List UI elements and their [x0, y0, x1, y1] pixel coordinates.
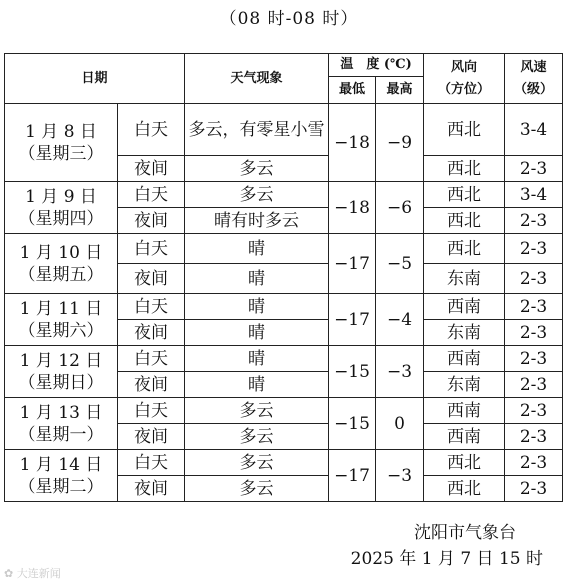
- watermark-text: 大连新闻: [16, 567, 61, 580]
- period-cell: 夜间: [118, 264, 185, 294]
- wind-dir-cell: 西南: [424, 398, 505, 424]
- wind-speed-cell: 3-4: [505, 104, 563, 156]
- weather-cell: 多云，有零星小雪: [185, 104, 329, 156]
- wind-dir-cell: 西南: [424, 424, 505, 450]
- date-cell: [5, 294, 118, 346]
- wind-speed-cell: 2-3: [505, 264, 563, 294]
- wind-speed-cell: 2-3: [505, 156, 563, 182]
- issuer: 沈阳市气象台: [414, 523, 516, 543]
- date-text: 1 月 10 日: [19, 242, 103, 263]
- high-temp-cell: 0: [376, 398, 424, 450]
- period-cell: 夜间: [118, 372, 185, 398]
- date-cell: [5, 398, 118, 450]
- high-temp-cell: −3: [376, 346, 424, 398]
- table-row: [5, 398, 563, 424]
- high-temp-cell: −5: [376, 234, 424, 294]
- weather-cell: 多云: [185, 398, 329, 424]
- period-cell: 夜间: [118, 476, 185, 502]
- watermark-logo: ✿ 大连新闻: [4, 567, 61, 580]
- wind-speed-cell: 2-3: [505, 476, 563, 502]
- wind-dir-cell: 西南: [424, 346, 505, 372]
- low-temp-cell: −18: [329, 182, 376, 234]
- wind-dir-cell: 西北: [424, 182, 505, 208]
- header-date: 日期: [5, 54, 185, 104]
- wind-dir-cell: 西北: [424, 476, 505, 502]
- table-row: [5, 346, 563, 372]
- forecast-period: （08 时-08 时）: [219, 9, 359, 29]
- wind-dir-cell: 东南: [424, 372, 505, 398]
- forecast-table: [4, 53, 563, 502]
- wind-dir-cell: 东南: [424, 320, 505, 346]
- period-cell: 夜间: [118, 424, 185, 450]
- weather-cell: 多云: [185, 476, 329, 502]
- weekday-text: （星期四）: [18, 208, 104, 229]
- wind-dir-cell: 西北: [424, 234, 505, 264]
- issue-time: 2025 年 1 月 7 日 15 时: [350, 549, 543, 569]
- date-text: 1 月 12 日: [19, 350, 103, 371]
- header-wind-dir-label: 风向: [451, 59, 478, 75]
- date-text: 1 月 8 日: [25, 121, 97, 142]
- low-temp-cell: −17: [329, 294, 376, 346]
- header-weather: 天气现象: [185, 54, 329, 104]
- weather-cell: 多云: [185, 450, 329, 476]
- date-cell: [5, 182, 118, 234]
- weather-cell: 多云: [185, 424, 329, 450]
- weather-cell: 晴: [185, 346, 329, 372]
- wind-speed-cell: 2-3: [505, 424, 563, 450]
- wind-speed-cell: 2-3: [505, 346, 563, 372]
- period-cell: 白天: [118, 182, 185, 208]
- weekday-text: （星期日）: [18, 372, 104, 393]
- header-wind-dir: [424, 54, 505, 104]
- weather-cell: 晴: [185, 264, 329, 294]
- high-temp-cell: −3: [376, 450, 424, 502]
- date-text: 1 月 13 日: [19, 402, 103, 423]
- period-cell: 白天: [118, 294, 185, 320]
- table-row: [5, 182, 563, 208]
- weekday-text: （星期三）: [18, 143, 104, 164]
- header-wind-speed-sub: （级）: [514, 81, 554, 97]
- high-temp-cell: −9: [376, 104, 424, 182]
- weather-cell: 晴: [185, 320, 329, 346]
- wind-dir-cell: 西南: [424, 294, 505, 320]
- weather-cell: 多云: [185, 182, 329, 208]
- period-cell: 白天: [118, 450, 185, 476]
- high-temp-cell: −6: [376, 182, 424, 234]
- table-row: [5, 234, 563, 264]
- low-temp-cell: −17: [329, 450, 376, 502]
- date-text: 1 月 14 日: [19, 454, 103, 475]
- date-text: 1 月 11 日: [19, 298, 103, 319]
- wind-dir-cell: 西北: [424, 208, 505, 234]
- weather-cell: 晴: [185, 294, 329, 320]
- header-high: 最高: [376, 77, 424, 104]
- date-cell: [5, 346, 118, 398]
- low-temp-cell: −15: [329, 346, 376, 398]
- weekday-text: （星期二）: [18, 476, 104, 497]
- date-cell: [5, 104, 118, 182]
- wind-speed-cell: 2-3: [505, 294, 563, 320]
- period-cell: 白天: [118, 234, 185, 264]
- date-cell: [5, 450, 118, 502]
- weather-cell: 多云: [185, 156, 329, 182]
- wind-speed-cell: 2-3: [505, 234, 563, 264]
- weekday-text: （星期五）: [18, 264, 104, 285]
- date-text: 1 月 9 日: [25, 186, 97, 207]
- table-row: [5, 294, 563, 320]
- period-cell: 白天: [118, 346, 185, 372]
- period-cell: 夜间: [118, 156, 185, 182]
- weekday-text: （星期一）: [18, 424, 104, 445]
- wind-speed-cell: 2-3: [505, 372, 563, 398]
- period-cell: 白天: [118, 398, 185, 424]
- table-row: [5, 450, 563, 476]
- low-temp-cell: −18: [329, 104, 376, 182]
- header-wind-speed: [505, 54, 563, 104]
- high-temp-cell: −4: [376, 294, 424, 346]
- low-temp-cell: −15: [329, 398, 376, 450]
- weather-cell: 晴有时多云: [185, 208, 329, 234]
- wind-speed-cell: 2-3: [505, 398, 563, 424]
- header-temp: 温 度 (℃): [329, 54, 424, 77]
- weather-cell: 晴: [185, 234, 329, 264]
- header-low: 最低: [329, 77, 376, 104]
- period-cell: 夜间: [118, 208, 185, 234]
- table-row: [5, 104, 563, 156]
- weekday-text: （星期六）: [18, 320, 104, 341]
- date-cell: [5, 234, 118, 294]
- low-temp-cell: −17: [329, 234, 376, 294]
- wind-speed-cell: 2-3: [505, 208, 563, 234]
- wind-dir-cell: 西北: [424, 156, 505, 182]
- wind-speed-cell: 3-4: [505, 182, 563, 208]
- wind-dir-cell: 东南: [424, 264, 505, 294]
- wind-dir-cell: 西北: [424, 104, 505, 156]
- wind-speed-cell: 2-3: [505, 320, 563, 346]
- header-wind-dir-sub: （方位）: [438, 81, 491, 97]
- period-cell: 白天: [118, 104, 185, 156]
- wind-speed-cell: 2-3: [505, 450, 563, 476]
- period-cell: 夜间: [118, 320, 185, 346]
- header-wind-speed-label: 风速: [520, 59, 547, 75]
- weather-cell: 晴: [185, 372, 329, 398]
- wind-dir-cell: 西北: [424, 450, 505, 476]
